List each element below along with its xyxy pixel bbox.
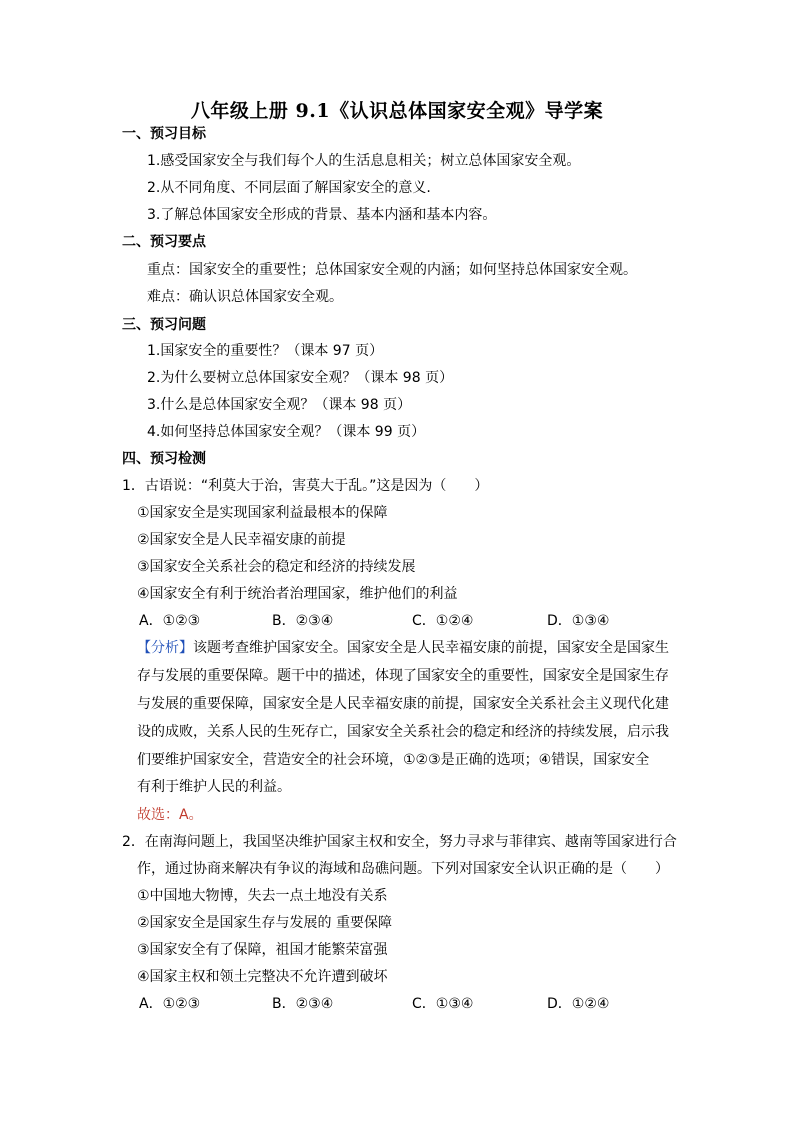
goal-item: 2.从不同角度、不同层面了解国家安全的意义.	[147, 180, 431, 196]
q1-choice-a: A．①②③	[139, 613, 201, 629]
question-item: 2.为什么要树立总体国家安全观？（课本 98 页）	[147, 370, 454, 386]
q1-analysis-line: 们要维护国家安全，营造安全的社会环境，①②③是正确的选项；④错误，国家安全	[137, 752, 650, 768]
goal-item: 1.感受国家安全与我们每个人的生活息息相关；树立总体国家安全观。	[147, 153, 581, 169]
q1-statement: ④国家安全有利于统治者治理国家，维护他们的利益	[137, 586, 458, 602]
q2-choice-b: B．②③④	[272, 996, 334, 1012]
q2-choice-a: A．①②③	[139, 996, 201, 1012]
section-heading-goals: 一、预习目标	[122, 126, 206, 142]
q1-choice-b: B．②③④	[272, 613, 334, 629]
q2-stem-line: 作，通过协商来解决有争议的海域和岛礁问题。下列对国家安全认识正确的是（ ）	[137, 861, 669, 877]
section-heading-keypoints: 二、预习要点	[122, 234, 206, 250]
question-item: 4.如何坚持总体国家安全观？（课本 99 页）	[147, 424, 426, 440]
q1-stem: 1．古语说：“利莫大于治，害莫大于乱。”这是因为（ ）	[122, 478, 489, 494]
goal-item: 3.了解总体国家安全形成的背景、基本内涵和基本内容。	[147, 207, 497, 223]
q1-statement: ②国家安全是人民幸福安康的前提	[137, 532, 346, 548]
keypoint-item: 重点：国家安全的重要性；总体国家安全观的内涵；如何坚持总体国家安全观。	[147, 262, 637, 278]
section-heading-test: 四、预习检测	[122, 451, 206, 467]
q2-choice-d: D．①②④	[547, 996, 610, 1012]
q2-choice-c: C．①③④	[412, 996, 474, 1012]
q2-statement: ④国家主权和领土完整决不允许遭到破坏	[137, 969, 388, 985]
analysis-tag: 【分析】	[137, 640, 193, 656]
q1-statement: ③国家安全关系社会的稳定和经济的持续发展	[137, 559, 416, 575]
question-item: 1.国家安全的重要性？（课本 97 页）	[147, 343, 384, 359]
q1-analysis-line: 【分析】该题考查维护国家安全。国家安全是人民幸福安康的前提，国家安全是国家生	[137, 640, 669, 656]
q1-statement: ①国家安全是实现国家利益最根本的保障	[137, 505, 388, 521]
keypoint-item: 难点：确认识总体国家安全观。	[147, 289, 343, 305]
q1-analysis-line: 设的成败，关系人民的生死存亡，国家安全关系社会的稳定和经济的持续发展，启示我	[137, 724, 669, 740]
q1-choice-d: D．①③④	[547, 613, 610, 629]
q1-analysis-line: 存与发展的重要保障。题干中的描述，体现了国家安全的重要性，国家安全是国家生存	[137, 668, 669, 684]
q1-analysis-line: 有利于维护人民的利益。	[137, 779, 291, 795]
section-heading-questions: 三、预习问题	[122, 317, 206, 333]
q2-statement: ③国家安全有了保障，祖国才能繁荣富强	[137, 942, 388, 958]
q1-analysis-line: 与发展的重要保障，国家安全是人民幸福安康的前提，国家安全关系社会主义现代化建	[137, 696, 669, 712]
page-title: 八年级上册 9.1《认识总体国家安全观》导学案	[190, 100, 604, 122]
q2-statement: ②国家安全是国家生存与发展的 重要保障	[137, 915, 392, 931]
question-item: 3.什么是总体国家安全观？（课本 98 页）	[147, 397, 412, 413]
q2-statement: ①中国地大物博，失去一点土地没有关系	[137, 888, 388, 904]
q2-stem-line: 2．在南海问题上，我国坚决维护国家主权和安全，努力寻求与菲律宾、越南等国家进行合	[122, 834, 677, 850]
q1-answer: 故选：A。	[137, 807, 203, 823]
q1-choice-c: C．①②④	[412, 613, 474, 629]
